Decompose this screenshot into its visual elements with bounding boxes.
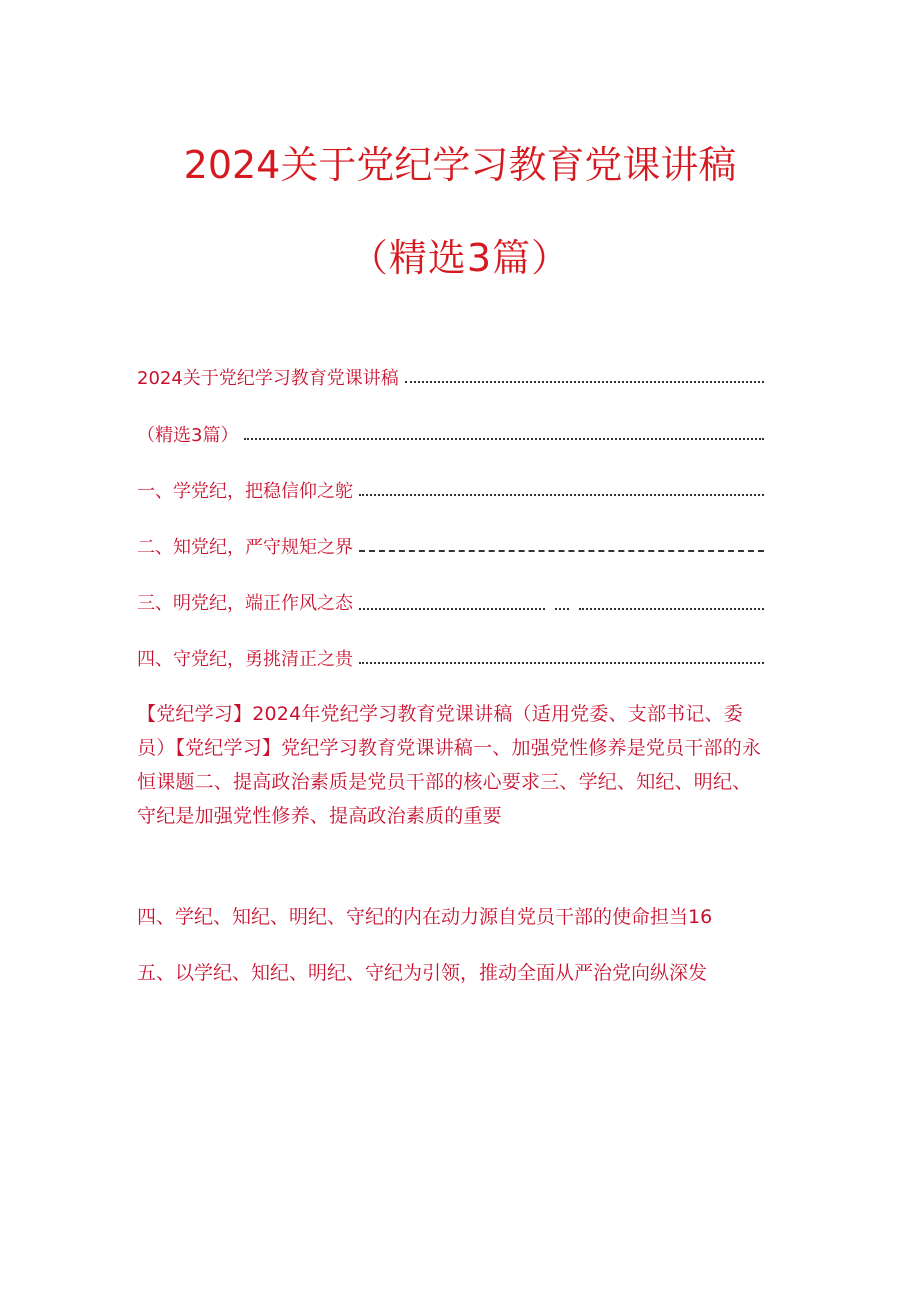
document-title: 2024关于党纪学习教育党课讲稿: [183, 143, 737, 187]
toc-leader-dots: [244, 438, 764, 440]
body-paragraph: 【党纪学习】2024年党纪学习教育党课讲稿（适用党委、支部书记、委员）【党纪学习】党纪学习教育党课讲稿一、加强党性修养是党员干部的永恒课题二、提高政治素质是党员干部的核心要求三、学纪、知纪、明纪、守纪是加强党性修养、提高政治素质的重要: [137, 703, 762, 827]
toc-item[interactable]: [137, 362, 764, 388]
toc-item[interactable]: [137, 587, 764, 613]
toc-item-label: （精选3篇）: [137, 425, 239, 446]
toc-item-label: 四、守党纪，勇挑清正之贵: [137, 649, 353, 670]
toc-item-label: 二、知党纪，严守规矩之界: [137, 537, 353, 558]
toc-leader-dots: [359, 662, 764, 664]
toc-item[interactable]: [137, 475, 764, 501]
toc-item[interactable]: [137, 531, 764, 557]
toc-item[interactable]: [137, 419, 764, 445]
toc-leader-dots: [359, 494, 764, 496]
toc-leader-dashes: [359, 550, 764, 552]
body-line-4: 四、学纪、知纪、明纪、守纪的内在动力源自党员干部的使命担当16: [137, 906, 713, 928]
toc-item[interactable]: [137, 643, 764, 669]
toc-item-label: 三、明党纪，端正作风之态: [137, 593, 353, 614]
toc-leader-dots: [405, 381, 764, 383]
toc-item-label: 2024关于党纪学习教育党课讲稿: [137, 368, 399, 389]
body-line-5: 五、以学纪、知纪、明纪、守纪为引领，推动全面从严治党向纵深发: [137, 962, 708, 984]
document-subtitle: （精选3篇）: [349, 236, 571, 280]
toc-item-label: 一、学党纪，把稳信仰之鸵: [137, 481, 353, 502]
